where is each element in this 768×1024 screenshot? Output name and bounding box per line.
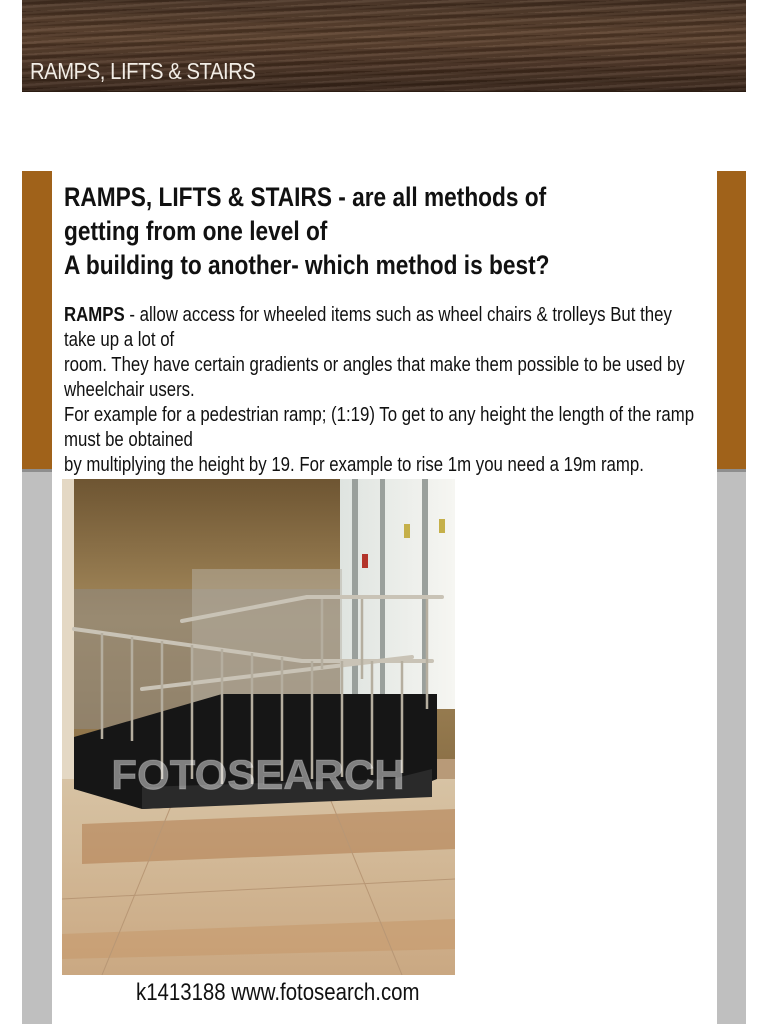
right-side-bar [717,469,746,1024]
header-banner [22,0,746,92]
heading-line-2: A building to another- which method is best? [64,250,550,280]
slide-heading [64,180,618,282]
ramps-text-line-1: - allow access for wheeled items such as wheel chairs & trolleys But they take up a lot of [64,304,672,351]
right-accent-bar [717,171,746,469]
left-side-bar [22,469,52,1024]
heading-line-1: RAMPS, LIFTS & STAIRS - are all methods of getting from one level of [64,182,547,246]
ramp-photo [62,479,455,975]
photo-caption: k1413188 www.fotosearch.com [136,979,420,1006]
left-accent-bar [22,171,52,469]
ramps-text-line-2: room. They have certain gradients or angles that make them possible to be used by wheelchair users. [64,354,685,401]
ramps-text-line-4: by multiplying the height by 19. For example to rise 1m you need a 19m ramp. [64,454,644,476]
ramps-label: RAMPS [64,304,125,326]
ramps-paragraph [64,303,702,478]
header-title: RAMPS, LIFTS & STAIRS [30,58,256,84]
photo-watermark: FOTOSEARCH [111,751,405,798]
ramps-text-line-3: For example for a pedestrian ramp; (1:19) To get to any height the length of the ramp must be obtained [64,404,695,451]
